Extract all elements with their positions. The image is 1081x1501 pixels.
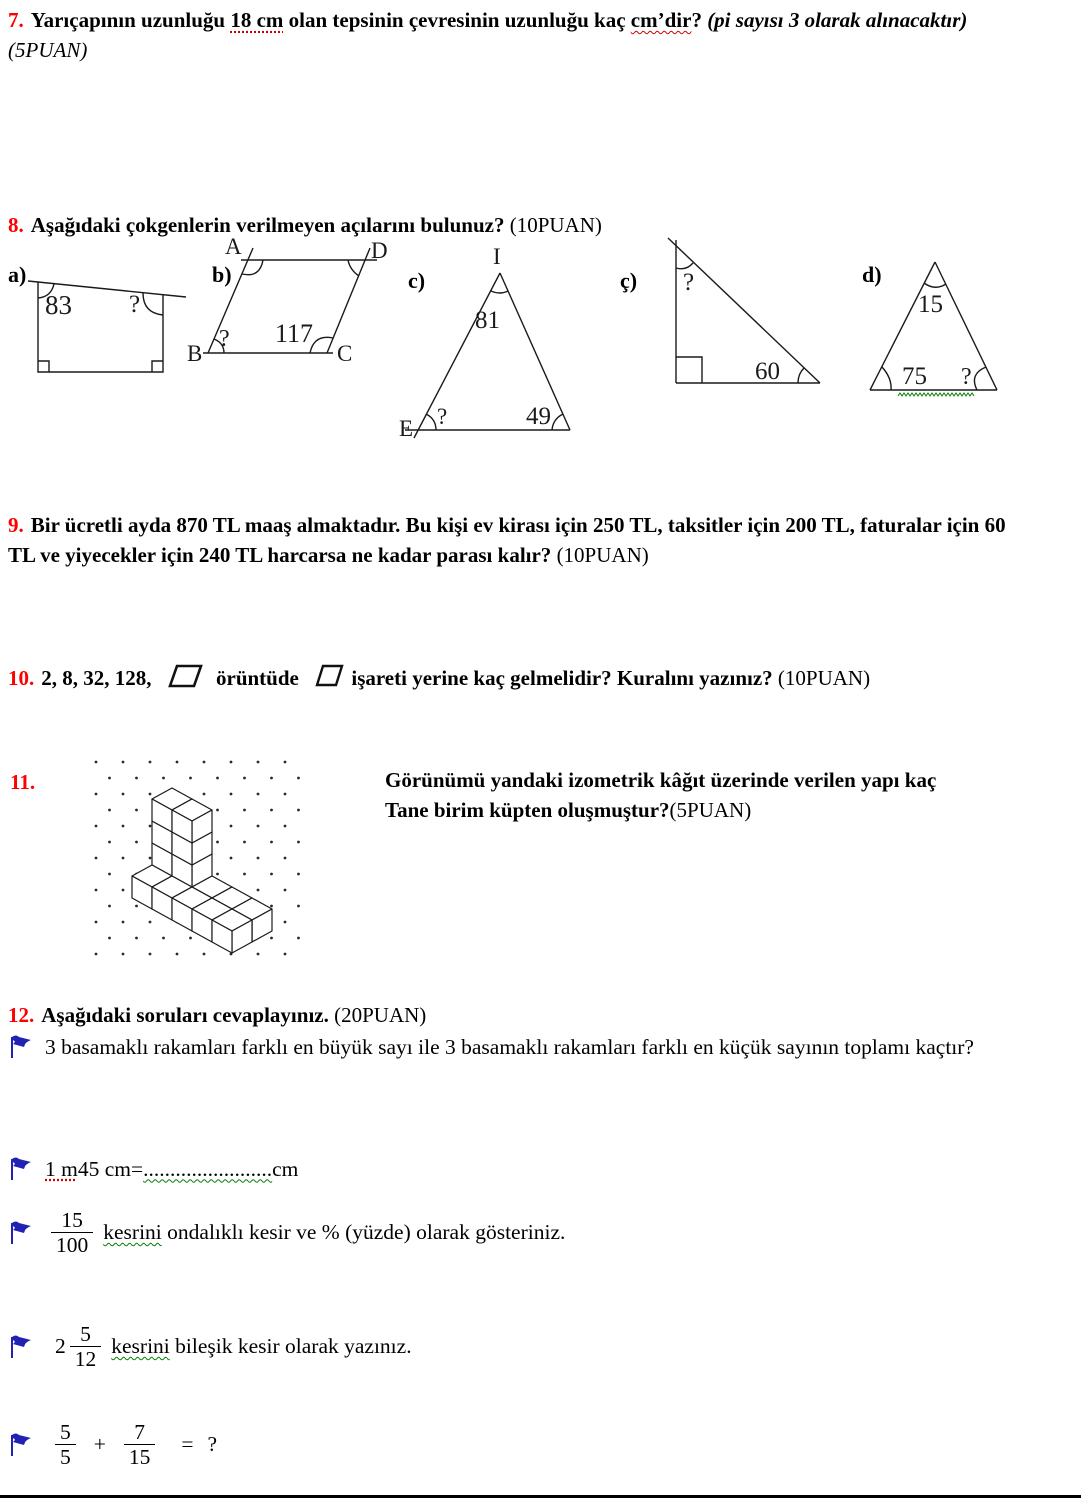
green-squiggle-underline — [898, 393, 974, 396]
angle-value: 81 — [475, 307, 500, 334]
iso-dot — [257, 953, 260, 956]
question-8-number: 8. — [8, 213, 24, 237]
iso-dot — [216, 809, 219, 812]
question-7-note: (pi sayısı 3 olarak alınacaktır) — [707, 8, 968, 32]
vertex-c: C — [337, 341, 353, 366]
bullet-4-word: kesrini — [111, 1334, 170, 1359]
iso-dot — [176, 761, 179, 764]
iso-dot — [122, 825, 125, 828]
iso-dot — [95, 761, 98, 764]
bullet-3 — [8, 1208, 565, 1257]
bullet-4-text: bileşik kesir olarak yazınız. — [169, 1334, 412, 1359]
iso-dot — [297, 937, 300, 940]
iso-dot — [203, 953, 206, 956]
angle-arc — [924, 283, 946, 287]
plus-operator: + — [93, 1432, 106, 1457]
question-10-rest: işareti yerine kaç gelmelidir? Kuralını yazınız? — [351, 666, 778, 690]
bullet-1 — [8, 1034, 974, 1060]
flag-icon — [8, 1156, 33, 1182]
iso-dot — [284, 793, 287, 796]
figure-d-triangle — [858, 246, 1026, 404]
question-11-text — [385, 766, 1045, 826]
question-11-number-wrap — [10, 768, 42, 798]
question-7-points: (5PUAN) — [8, 37, 88, 62]
iso-dot — [297, 873, 300, 876]
iso-dot — [122, 953, 125, 956]
iso-dot — [270, 777, 273, 780]
angle-value: 75 — [902, 363, 927, 390]
iso-dot — [230, 793, 233, 796]
right-angle-mark — [38, 361, 49, 372]
question-10-number: 10. — [8, 666, 35, 690]
iso-dot — [108, 905, 111, 908]
fraction-5-12 — [70, 1322, 102, 1371]
question-7-value-18cm: 18 cm — [230, 8, 284, 32]
question-9-number: 9. — [8, 513, 24, 537]
iso-dot — [122, 921, 125, 924]
parallelogram-symbol-icon — [314, 663, 344, 689]
iso-dot — [149, 825, 152, 828]
iso-dot — [270, 841, 273, 844]
flag-icon — [8, 1034, 33, 1060]
iso-dot — [270, 809, 273, 812]
angle-value: 60 — [755, 358, 780, 385]
iso-dot — [149, 793, 152, 796]
iso-dot — [297, 777, 300, 780]
iso-dot — [122, 889, 125, 892]
bullet-3-word: kesrini — [103, 1220, 162, 1245]
iso-dot — [95, 921, 98, 924]
fraction-denominator: 100 — [51, 1232, 93, 1257]
bullet-3-text: ondalıklı kesir ve % (yüzde) olarak gösteriniz. — [161, 1220, 566, 1245]
iso-dot — [284, 825, 287, 828]
question-10 — [8, 662, 870, 694]
angle-unknown: ? — [129, 291, 141, 318]
iso-dot — [95, 889, 98, 892]
isometric-figure-svg — [88, 756, 313, 961]
figure-cc-label: ç) — [620, 268, 638, 293]
angle-arc — [676, 263, 693, 269]
bullet-1-text: 3 basamaklı rakamları farklı en büyük sayı ile 3 basamaklı rakamları farklı en küçük sayının toplamı kaçtır? — [45, 1034, 974, 1059]
figure-b-label: b) — [212, 262, 232, 287]
iso-dot — [203, 793, 206, 796]
bullet-2-unit: cm — [272, 1156, 299, 1181]
iso-dot — [257, 793, 260, 796]
question-12-text: Aşağıdaki soruları cevaplayınız. — [41, 1003, 335, 1027]
hypotenuse — [668, 238, 820, 383]
fraction-5-5 — [55, 1420, 76, 1469]
equals-sign: = — [181, 1432, 194, 1457]
question-9-line2: TL ve yiyecekler için 240 TL harcarsa ne kadar parası kalır? — [8, 542, 557, 567]
iso-dot — [149, 921, 152, 924]
question-10-sequence: 2, 8, 32, 128, — [41, 666, 152, 690]
iso-dot — [122, 761, 125, 764]
question-7 — [8, 6, 1076, 66]
angle-arc — [798, 368, 804, 383]
iso-dot — [203, 761, 206, 764]
iso-dot — [284, 921, 287, 924]
angle-arc — [348, 260, 359, 276]
fraction-denominator: 12 — [70, 1346, 102, 1371]
iso-dot — [162, 937, 165, 940]
iso-dot — [149, 857, 152, 860]
iso-dot — [108, 841, 111, 844]
iso-dot — [243, 841, 246, 844]
iso-dot — [270, 905, 273, 908]
fraction-7-15 — [124, 1420, 156, 1469]
bullet-2-measure: 1 m — [45, 1156, 78, 1181]
flag-icon — [8, 1334, 33, 1360]
iso-dot — [95, 953, 98, 956]
vertex-d: D — [371, 238, 388, 263]
right-angle-mark — [152, 361, 163, 372]
iso-dot — [95, 857, 98, 860]
iso-dot — [297, 809, 300, 812]
iso-dot — [270, 937, 273, 940]
figure-c-label: c) — [408, 268, 426, 293]
question-7-text: Yarıçapının uzunluğu — [30, 8, 231, 32]
fraction-numerator: 5 — [60, 1420, 71, 1444]
question-12-number: 12. — [8, 1003, 35, 1027]
iso-dot — [257, 825, 260, 828]
iso-dot — [257, 889, 260, 892]
figure-cc-right-triangle — [663, 236, 833, 388]
angle-unknown: ? — [961, 364, 972, 390]
fraction-15-100 — [51, 1208, 93, 1257]
angle-arc — [974, 367, 986, 390]
page-bottom-rule — [0, 1495, 1081, 1498]
angle-unknown: ? — [219, 326, 230, 352]
iso-dot — [108, 777, 111, 780]
question-9 — [8, 511, 1076, 571]
question-11-line2: Tane birim küpten oluşmuştur? — [385, 797, 670, 822]
iso-dot — [149, 761, 152, 764]
iso-dot — [189, 777, 192, 780]
iso-dot — [216, 873, 219, 876]
iso-dot — [135, 777, 138, 780]
question-11-points: (5PUAN) — [669, 797, 752, 822]
fraction-numerator: 15 — [61, 1208, 83, 1232]
question-10-word1: örüntüde — [216, 666, 299, 690]
angle-arc — [143, 293, 163, 315]
angle-unknown: ? — [437, 404, 448, 429]
iso-dot — [243, 809, 246, 812]
question-11-line1: Görünümü yandaki izometrik kâğıt üzerinde verilen yapı kaç — [385, 768, 937, 792]
iso-dot — [257, 761, 260, 764]
iso-dot — [257, 857, 260, 860]
iso-dot — [284, 889, 287, 892]
parallelogram-symbol-icon — [167, 662, 203, 690]
bullet-2-text: 45 cm= — [77, 1156, 144, 1181]
figure-d-label: d) — [862, 262, 882, 287]
iso-dot — [135, 905, 138, 908]
iso-dot — [108, 809, 111, 812]
fraction-numerator: 7 — [134, 1420, 146, 1444]
question-12 — [8, 1001, 426, 1031]
iso-dot — [122, 857, 125, 860]
mixed-number-whole: 2 — [55, 1334, 66, 1359]
iso-dot — [243, 873, 246, 876]
iso-dot — [135, 809, 138, 812]
iso-dot — [284, 953, 287, 956]
iso-dot — [95, 793, 98, 796]
vertex-a: A — [225, 234, 242, 259]
angle-unknown: ? — [683, 269, 695, 296]
fraction-denominator: 5 — [55, 1444, 76, 1469]
bullet-2 — [8, 1156, 298, 1182]
question-8-points: (10PUAN) — [509, 213, 602, 237]
vertex-b: B — [187, 341, 203, 366]
question-8-text: Aşağıdaki çokgenlerin verilmeyen açılarını bulunuz? — [30, 213, 510, 237]
iso-dot — [216, 777, 219, 780]
right-angle-mark — [676, 357, 702, 383]
iso-dot — [189, 937, 192, 940]
angle-arc — [491, 291, 508, 293]
iso-dot — [162, 777, 165, 780]
question-9-line1: Bir ücretli ayda 870 TL maaş almaktadır. Bu kişi ev kirası için 250 TL, taksitler için 200 TL, faturalar için 60 — [30, 513, 1006, 537]
iso-dot — [284, 857, 287, 860]
iso-dot — [297, 841, 300, 844]
angle-arc — [882, 367, 891, 390]
question-7-number: 7. — [8, 8, 24, 32]
question-9-points: (10PUAN) — [556, 542, 649, 567]
angle-value: 49 — [526, 403, 551, 430]
vertex-e: E — [399, 416, 414, 441]
figure-b-parallelogram — [185, 232, 395, 370]
question-11-number: 11. — [10, 770, 36, 794]
iso-dot — [149, 953, 152, 956]
angle-arc — [426, 414, 436, 430]
angle-value: 83 — [45, 290, 72, 320]
iso-dot — [108, 937, 111, 940]
iso-dot — [95, 825, 98, 828]
iso-dot — [284, 761, 287, 764]
figure-c-triangle — [395, 248, 590, 448]
iso-dot — [297, 905, 300, 908]
question-7-cmdir: cm’dir — [630, 8, 692, 32]
iso-dot — [135, 841, 138, 844]
question-7-line1: 7. Yarıçapının uzunluğu 18 cm olan tepsinin çevresinin uzunluğu kaç cm’dir? (pi sayısı 3 olarak alınacaktır) — [8, 8, 968, 32]
flag-icon — [8, 1220, 33, 1246]
iso-dot — [230, 857, 233, 860]
side-left — [414, 273, 500, 438]
bullet-2-dotted-blank: ........................ — [143, 1156, 273, 1181]
iso-dot — [176, 953, 179, 956]
angle-value: 15 — [918, 291, 943, 318]
angle-value: 117 — [275, 319, 314, 348]
iso-dot — [230, 761, 233, 764]
angle-arc — [552, 414, 563, 430]
bullet-4 — [8, 1322, 412, 1371]
iso-dot — [108, 873, 111, 876]
bullet-5 — [8, 1420, 217, 1469]
iso-dot — [243, 777, 246, 780]
figure-a-label: a) — [8, 262, 27, 287]
figure-a-quadrilateral — [26, 262, 196, 384]
vertex-i: I — [493, 248, 501, 269]
iso-dot — [135, 937, 138, 940]
iso-dot — [230, 825, 233, 828]
iso-dot — [216, 841, 219, 844]
iso-dot — [122, 793, 125, 796]
side-ba-extended — [208, 248, 253, 353]
question-12-points: (20PUAN) — [334, 1003, 427, 1027]
flag-icon — [8, 1432, 33, 1458]
fraction-numerator: 5 — [80, 1322, 91, 1346]
fraction-denominator: 15 — [124, 1444, 156, 1469]
question-mark: ? — [207, 1432, 218, 1457]
question-10-points: (10PUAN) — [777, 666, 871, 690]
iso-dot — [270, 873, 273, 876]
